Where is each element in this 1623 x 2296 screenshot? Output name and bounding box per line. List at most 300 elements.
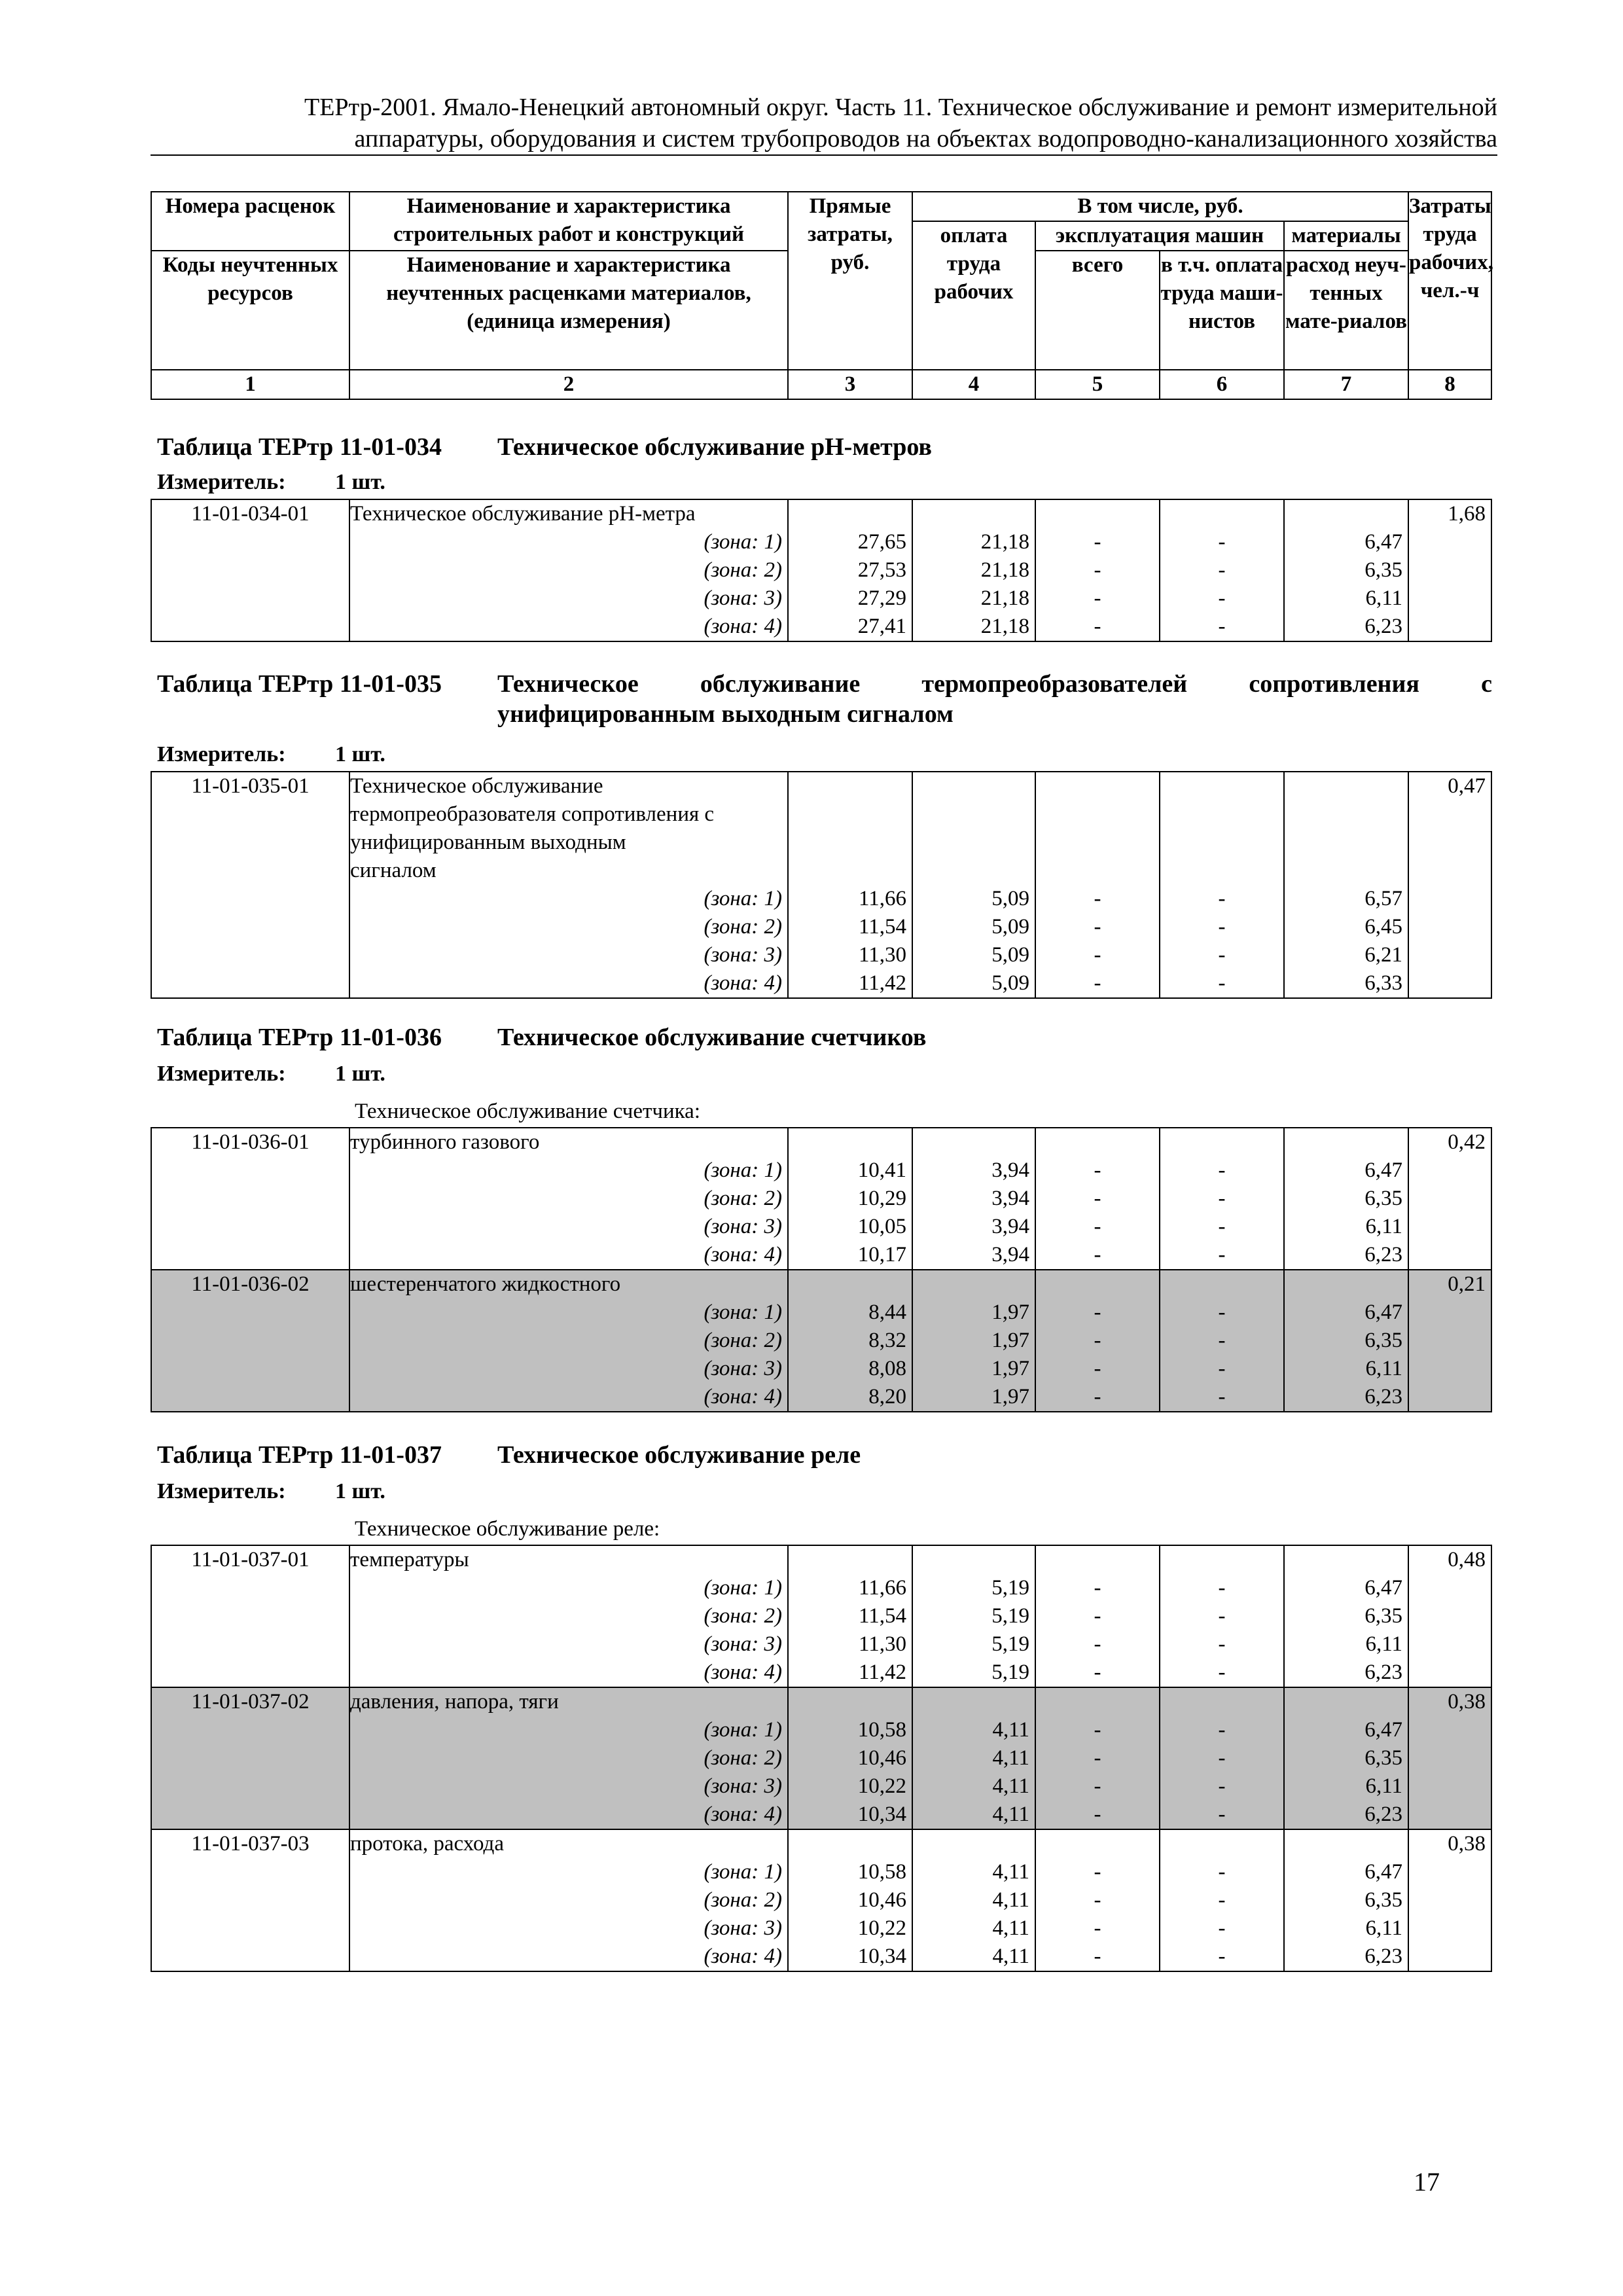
table-name: Техническое обслуживание термопреобразователей сопротивления с унифицированным выходным сигналом — [497, 670, 1492, 728]
operator-wage: - — [1218, 1243, 1226, 1266]
labor-wage: 5,09 — [991, 915, 1029, 939]
operator-wage: - — [1218, 1945, 1226, 1968]
labor-wage: 5,19 — [991, 1576, 1029, 1600]
labor-hours: 0,38 — [1448, 1832, 1486, 1856]
labor-hours: 0,42 — [1448, 1130, 1486, 1154]
col-number: 7 — [1284, 370, 1408, 399]
header-line-2: аппаратуры, оборудования и систем трубопроводов на объектах водопроводно-канализационного хозяйства — [354, 125, 1497, 152]
direct-cost: 11,30 — [858, 943, 906, 967]
operator-wage: - — [1218, 558, 1226, 582]
rate-code: 11-01-037-03 — [191, 1832, 310, 1856]
rate-code-cell — [151, 1545, 349, 1687]
machines-total: - — [1094, 1243, 1101, 1266]
table-row — [151, 499, 1491, 641]
col1-header-a: Номера расценок — [151, 192, 349, 251]
table-row — [151, 772, 1491, 998]
materials-cost: 6,21 — [1364, 943, 1402, 967]
operator-wage: - — [1218, 1158, 1226, 1182]
operator-wage: - — [1218, 1604, 1226, 1628]
page-number: 17 — [1414, 2167, 1440, 2197]
work-name-line: давления, напора, тяги — [350, 1690, 559, 1713]
materials-cost: 6,11 — [1365, 1632, 1402, 1656]
labor-wage: 21,18 — [980, 586, 1029, 610]
rate-code-cell — [151, 772, 349, 998]
direct-cost: 10,58 — [857, 1860, 906, 1884]
rate-code-cell — [151, 499, 349, 641]
rate-code: 11-01-034-01 — [191, 502, 310, 526]
direct-cost: 10,41 — [857, 1158, 906, 1182]
machines-total: - — [1094, 971, 1101, 995]
meter-unit: 1 шт. — [335, 470, 385, 494]
machines-total: - — [1094, 1357, 1101, 1380]
labor-wage: 1,97 — [991, 1385, 1029, 1408]
operator-wage: - — [1218, 1385, 1226, 1408]
labor-wage: 5,19 — [991, 1604, 1029, 1628]
materials-cost-cell — [1284, 1270, 1408, 1412]
labor-wage: 3,94 — [991, 1187, 1029, 1210]
direct-cost: 11,54 — [858, 915, 906, 939]
col-number: 3 — [788, 370, 912, 399]
materials-cost: 6,47 — [1364, 530, 1402, 554]
machines-total: - — [1094, 1945, 1101, 1968]
zone-label: (зона: 2) — [704, 558, 782, 582]
labor-wage-cell — [912, 1128, 1035, 1270]
work-name-cell — [349, 1687, 788, 1829]
col5-header: всего — [1035, 251, 1160, 370]
operator-wage: - — [1218, 1774, 1226, 1798]
direct-cost: 8,32 — [868, 1329, 906, 1352]
labor-wage: 4,11 — [992, 1774, 1029, 1798]
labor-hours-cell — [1408, 1829, 1491, 1971]
included-header: В том числе, руб. — [912, 192, 1408, 221]
machines-total: - — [1094, 615, 1101, 638]
labor-wage: 4,11 — [992, 1888, 1029, 1912]
meter-label: Измеритель: — [157, 742, 286, 766]
labor-hours: 0,48 — [1448, 1548, 1486, 1571]
direct-cost-cell — [788, 1687, 912, 1829]
operator-wage: - — [1218, 1746, 1226, 1770]
machines-total-cell — [1035, 499, 1160, 641]
rate-code-cell — [151, 1829, 349, 1971]
materials-cost: 6,23 — [1364, 1243, 1402, 1266]
work-name-line: унифицированным выходным — [350, 831, 626, 854]
labor-wage: 5,19 — [991, 1660, 1029, 1684]
direct-cost: 27,41 — [857, 615, 906, 638]
materials-cost-cell — [1284, 1128, 1408, 1270]
direct-cost: 27,29 — [857, 586, 906, 610]
zone-label: (зона: 3) — [704, 1774, 782, 1798]
operator-wage-cell — [1160, 1829, 1284, 1971]
materials-cost: 6,11 — [1365, 1916, 1402, 1940]
direct-cost: 10,22 — [857, 1774, 906, 1798]
direct-cost: 27,53 — [857, 558, 906, 582]
rate-code: 11-01-035-01 — [191, 774, 310, 798]
machines-total-cell — [1035, 1128, 1160, 1270]
zone-label: (зона: 4) — [704, 1945, 782, 1968]
operator-wage-cell — [1160, 1545, 1284, 1687]
work-name-line: Техническое обслуживание pH-метра — [350, 502, 696, 526]
labor-wage: 5,09 — [991, 943, 1029, 967]
rate-code: 11-01-036-01 — [191, 1130, 310, 1154]
rate-table — [151, 1545, 1492, 1972]
direct-cost-cell — [788, 1545, 912, 1687]
operator-wage: - — [1218, 971, 1226, 995]
labor-wage: 4,11 — [992, 1945, 1029, 1968]
materials-cost: 6,11 — [1365, 586, 1402, 610]
operator-wage: - — [1218, 887, 1226, 910]
zone-label: (зона: 1) — [704, 530, 782, 554]
operator-wage: - — [1218, 1803, 1226, 1826]
zone-label: (зона: 3) — [704, 586, 782, 610]
table-name: Техническое обслуживание реле — [497, 1441, 861, 1469]
labor-wage-cell — [912, 1687, 1035, 1829]
labor-wage: 3,94 — [991, 1158, 1029, 1182]
direct-cost: 10,46 — [857, 1746, 906, 1770]
work-name-line: шестеренчатого жидкостного — [350, 1272, 621, 1296]
direct-cost-cell — [788, 499, 912, 641]
materials-cost: 6,35 — [1364, 558, 1402, 582]
materials-cost-cell — [1284, 1545, 1408, 1687]
meter-unit: 1 шт. — [335, 1062, 385, 1086]
work-name-cell — [349, 1270, 788, 1412]
operator-wage: - — [1218, 1329, 1226, 1352]
table-row — [151, 1545, 1491, 1687]
table-row — [151, 1270, 1491, 1412]
zone-label: (зона: 1) — [704, 1158, 782, 1182]
labor-wage-cell — [912, 499, 1035, 641]
operator-wage: - — [1218, 943, 1226, 967]
labor-wage: 3,94 — [991, 1215, 1029, 1238]
materials-cost: 6,47 — [1364, 1576, 1402, 1600]
rate-code: 11-01-037-01 — [191, 1548, 310, 1571]
machines-header: эксплуатация машин — [1035, 221, 1284, 251]
labor-wage: 1,97 — [991, 1300, 1029, 1324]
materials-cost: 6,45 — [1364, 915, 1402, 939]
zone-label: (зона: 4) — [704, 1660, 782, 1684]
direct-cost: 11,66 — [858, 1576, 906, 1600]
machines-total: - — [1094, 1576, 1101, 1600]
machines-total: - — [1094, 1746, 1101, 1770]
work-name-line: термопреобразователя сопротивления с — [350, 802, 715, 826]
operator-wage-cell — [1160, 499, 1284, 641]
machines-total: - — [1094, 943, 1101, 967]
work-name-line: Техническое обслуживание — [350, 774, 603, 798]
col-number: 1 — [151, 370, 349, 399]
machines-total: - — [1094, 1187, 1101, 1210]
materials-cost: 6,23 — [1364, 1660, 1402, 1684]
labor-hours-cell — [1408, 1270, 1491, 1412]
rate-code-cell — [151, 1270, 349, 1412]
table-number: Таблица ТЕРтр 11-01-035 — [157, 670, 442, 698]
zone-label: (зона: 1) — [704, 1718, 782, 1742]
col2-header-b: Наименование и характеристика неучтенных расценками материалов, (единица измерения) — [349, 251, 788, 370]
group-preface: Техническое обслуживание счетчика: — [355, 1100, 700, 1123]
direct-cost: 8,20 — [868, 1385, 906, 1408]
materials-cost-cell — [1284, 1687, 1408, 1829]
machines-total-cell — [1035, 1545, 1160, 1687]
labor-wage: 3,94 — [991, 1243, 1029, 1266]
table-row — [151, 1829, 1491, 1971]
direct-cost: 10,34 — [857, 1803, 906, 1826]
materials-cost: 6,11 — [1365, 1357, 1402, 1380]
direct-cost: 10,05 — [857, 1215, 906, 1238]
materials-cost: 6,23 — [1364, 1385, 1402, 1408]
direct-cost-cell — [788, 1829, 912, 1971]
operator-wage: - — [1218, 1300, 1226, 1324]
table-row — [151, 1687, 1491, 1829]
col-number: 6 — [1160, 370, 1284, 399]
operator-wage-cell — [1160, 772, 1284, 998]
work-name-cell — [349, 499, 788, 641]
operator-wage: - — [1218, 1576, 1226, 1600]
materials-cost: 6,23 — [1364, 1945, 1402, 1968]
labor-wage: 5,19 — [991, 1632, 1029, 1656]
machines-total: - — [1094, 915, 1101, 939]
zone-label: (зона: 2) — [704, 1746, 782, 1770]
direct-cost: 8,44 — [868, 1300, 906, 1324]
col1-header-b: Коды неучтенных ресурсов — [151, 251, 349, 370]
col-number: 8 — [1408, 370, 1491, 399]
rate-code: 11-01-037-02 — [191, 1690, 310, 1713]
operator-wage: - — [1218, 1215, 1226, 1238]
materials-cost: 6,47 — [1364, 1860, 1402, 1884]
meter — [157, 1479, 385, 1504]
labor-wage: 5,09 — [991, 971, 1029, 995]
meter — [157, 1062, 385, 1086]
labor-hours: 0,21 — [1448, 1272, 1486, 1296]
operator-wage-cell — [1160, 1128, 1284, 1270]
direct-cost-cell — [788, 1270, 912, 1412]
machines-total: - — [1094, 558, 1101, 582]
zone-label: (зона: 4) — [704, 1803, 782, 1826]
zone-label: (зона: 1) — [704, 1300, 782, 1324]
labor-wage: 4,11 — [992, 1718, 1029, 1742]
column-header-table — [151, 191, 1492, 400]
direct-cost: 11,42 — [858, 971, 906, 995]
labor-wage: 1,97 — [991, 1329, 1029, 1352]
zone-label: (зона: 1) — [704, 1860, 782, 1884]
header-line-1: ТЕРтр-2001. Ямало-Ненецкий автономный округ. Часть 11. Техническое обслуживание и ремонт измерительной — [304, 94, 1497, 121]
labor-hours-cell — [1408, 1687, 1491, 1829]
labor-wage: 4,11 — [992, 1803, 1029, 1826]
direct-cost: 8,08 — [868, 1357, 906, 1380]
col3-header: Прямые затраты, руб. — [788, 192, 912, 370]
table-number: Таблица ТЕРтр 11-01-036 — [157, 1024, 442, 1051]
machines-total: - — [1094, 1916, 1101, 1940]
machines-total: - — [1094, 530, 1101, 554]
rate-code: 11-01-036-02 — [191, 1272, 310, 1296]
machines-total: - — [1094, 1718, 1101, 1742]
rate-table — [151, 499, 1492, 642]
work-name-cell — [349, 1545, 788, 1687]
group-preface: Техническое обслуживание реле: — [355, 1517, 660, 1541]
materials-cost-cell — [1284, 772, 1408, 998]
direct-cost: 10,17 — [857, 1243, 906, 1266]
operator-wage: - — [1218, 1860, 1226, 1884]
machines-total: - — [1094, 1888, 1101, 1912]
table-name: Техническое обслуживание счетчиков — [497, 1024, 927, 1051]
labor-wage: 4,11 — [992, 1916, 1029, 1940]
col2-header-a: Наименование и характеристика строительных работ и конструкций — [349, 192, 788, 251]
table-number: Таблица ТЕРтр 11-01-037 — [157, 1441, 442, 1469]
work-name-cell — [349, 772, 788, 998]
zone-label: (зона: 4) — [704, 615, 782, 638]
labor-hours-cell — [1408, 772, 1491, 998]
machines-total-cell — [1035, 1829, 1160, 1971]
machines-total: - — [1094, 1300, 1101, 1324]
machines-total: - — [1094, 1632, 1101, 1656]
work-name-line: турбинного газового — [350, 1130, 540, 1154]
zone-label: (зона: 3) — [704, 1632, 782, 1656]
meter-label: Измеритель: — [157, 1062, 286, 1086]
materials-cost: 6,35 — [1364, 1888, 1402, 1912]
meter-label: Измеритель: — [157, 1479, 286, 1503]
labor-wage-cell — [912, 1545, 1035, 1687]
direct-cost: 10,29 — [857, 1187, 906, 1210]
rate-code-cell — [151, 1687, 349, 1829]
col-number: 4 — [912, 370, 1035, 399]
labor-wage: 4,11 — [992, 1860, 1029, 1884]
zone-label: (зона: 2) — [704, 1187, 782, 1210]
operator-wage: - — [1218, 1357, 1226, 1380]
operator-wage: - — [1218, 1888, 1226, 1912]
zone-label: (зона: 4) — [704, 1243, 782, 1266]
machines-total: - — [1094, 1660, 1101, 1684]
meter-label: Измеритель: — [157, 470, 286, 494]
col6-header: в т.ч. оплата труда маши-нистов — [1160, 251, 1284, 370]
machines-total: - — [1094, 1604, 1101, 1628]
direct-cost: 10,46 — [857, 1888, 906, 1912]
operator-wage: - — [1218, 1660, 1226, 1684]
zone-label: (зона: 3) — [704, 1215, 782, 1238]
rate-table — [151, 771, 1492, 999]
labor-wage-cell — [912, 772, 1035, 998]
materials-cost: 6,47 — [1364, 1718, 1402, 1742]
work-name-line: температуры — [350, 1548, 469, 1571]
zone-label: (зона: 2) — [704, 1329, 782, 1352]
machines-total: - — [1094, 1803, 1101, 1826]
labor-wage: 4,11 — [992, 1746, 1029, 1770]
machines-total: - — [1094, 1215, 1101, 1238]
work-name-line: сигналом — [350, 859, 437, 882]
labor-hours: 0,47 — [1448, 774, 1486, 798]
machines-total: - — [1094, 586, 1101, 610]
rate-code-cell — [151, 1128, 349, 1270]
table-name: Техническое обслуживание pH-метров — [497, 433, 932, 461]
operator-wage: - — [1218, 1187, 1226, 1210]
machines-total: - — [1094, 1329, 1101, 1352]
zone-label: (зона: 1) — [704, 1576, 782, 1600]
materials-header: материалы — [1284, 221, 1408, 251]
materials-cost: 6,33 — [1364, 971, 1402, 995]
operator-wage: - — [1218, 586, 1226, 610]
labor-wage-cell — [912, 1829, 1035, 1971]
materials-cost: 6,35 — [1364, 1604, 1402, 1628]
col8-header: Затраты труда рабочих, чел.-ч — [1408, 192, 1491, 370]
materials-cost: 6,57 — [1364, 887, 1402, 910]
direct-cost: 11,66 — [858, 887, 906, 910]
machines-total-cell — [1035, 1270, 1160, 1412]
meter-unit: 1 шт. — [335, 742, 385, 766]
direct-cost: 11,42 — [858, 1660, 906, 1684]
operator-wage: - — [1218, 530, 1226, 554]
zone-label: (зона: 1) — [704, 887, 782, 910]
direct-cost-cell — [788, 1128, 912, 1270]
labor-wage: 21,18 — [980, 615, 1029, 638]
operator-wage: - — [1218, 1916, 1226, 1940]
meter — [157, 742, 385, 767]
machines-total: - — [1094, 1158, 1101, 1182]
machines-total: - — [1094, 1860, 1101, 1884]
direct-cost-cell — [788, 772, 912, 998]
labor-hours-cell — [1408, 499, 1491, 641]
meter-unit: 1 шт. — [335, 1479, 385, 1503]
machines-total-cell — [1035, 1687, 1160, 1829]
col-number: 5 — [1035, 370, 1160, 399]
operator-wage-cell — [1160, 1687, 1284, 1829]
zone-label: (зона: 2) — [704, 1604, 782, 1628]
col7-header: расход неуч-тенных мате-риалов — [1284, 251, 1408, 370]
direct-cost: 11,30 — [858, 1632, 906, 1656]
direct-cost: 11,54 — [858, 1604, 906, 1628]
table-row — [151, 1128, 1491, 1270]
zone-label: (зона: 2) — [704, 915, 782, 939]
labor-hours-cell — [1408, 1128, 1491, 1270]
labor-hours: 0,38 — [1448, 1690, 1486, 1713]
direct-cost: 10,22 — [857, 1916, 906, 1940]
labor-wage: 21,18 — [980, 558, 1029, 582]
zone-label: (зона: 2) — [704, 1888, 782, 1912]
page-header — [151, 92, 1497, 156]
machines-total: - — [1094, 887, 1101, 910]
operator-wage: - — [1218, 1718, 1226, 1742]
materials-cost: 6,23 — [1364, 615, 1402, 638]
labor-hours: 1,68 — [1448, 502, 1486, 526]
operator-wage: - — [1218, 615, 1226, 638]
direct-cost: 27,65 — [857, 530, 906, 554]
direct-cost: 10,34 — [857, 1945, 906, 1968]
meter — [157, 470, 385, 495]
operator-wage-cell — [1160, 1270, 1284, 1412]
labor-wage: 21,18 — [980, 530, 1029, 554]
col4-header: оплата труда рабочих — [912, 221, 1035, 370]
materials-cost: 6,35 — [1364, 1329, 1402, 1352]
zone-label: (зона: 3) — [704, 1916, 782, 1940]
materials-cost-cell — [1284, 1829, 1408, 1971]
rate-table — [151, 1127, 1492, 1412]
work-name-cell — [349, 1829, 788, 1971]
col-number: 2 — [349, 370, 788, 399]
operator-wage: - — [1218, 915, 1226, 939]
machines-total: - — [1094, 1385, 1101, 1408]
machines-total: - — [1094, 1774, 1101, 1798]
materials-cost: 6,47 — [1364, 1300, 1402, 1324]
materials-cost: 6,11 — [1365, 1215, 1402, 1238]
work-name-line: протока, расхода — [350, 1832, 504, 1856]
labor-wage: 1,97 — [991, 1357, 1029, 1380]
materials-cost: 6,35 — [1364, 1187, 1402, 1210]
work-name-cell — [349, 1128, 788, 1270]
materials-cost: 6,35 — [1364, 1746, 1402, 1770]
labor-wage-cell — [912, 1270, 1035, 1412]
materials-cost: 6,11 — [1365, 1774, 1402, 1798]
zone-label: (зона: 3) — [704, 1357, 782, 1380]
labor-hours-cell — [1408, 1545, 1491, 1687]
table-number: Таблица ТЕРтр 11-01-034 — [157, 433, 442, 461]
direct-cost: 10,58 — [857, 1718, 906, 1742]
machines-total-cell — [1035, 772, 1160, 998]
operator-wage: - — [1218, 1632, 1226, 1656]
